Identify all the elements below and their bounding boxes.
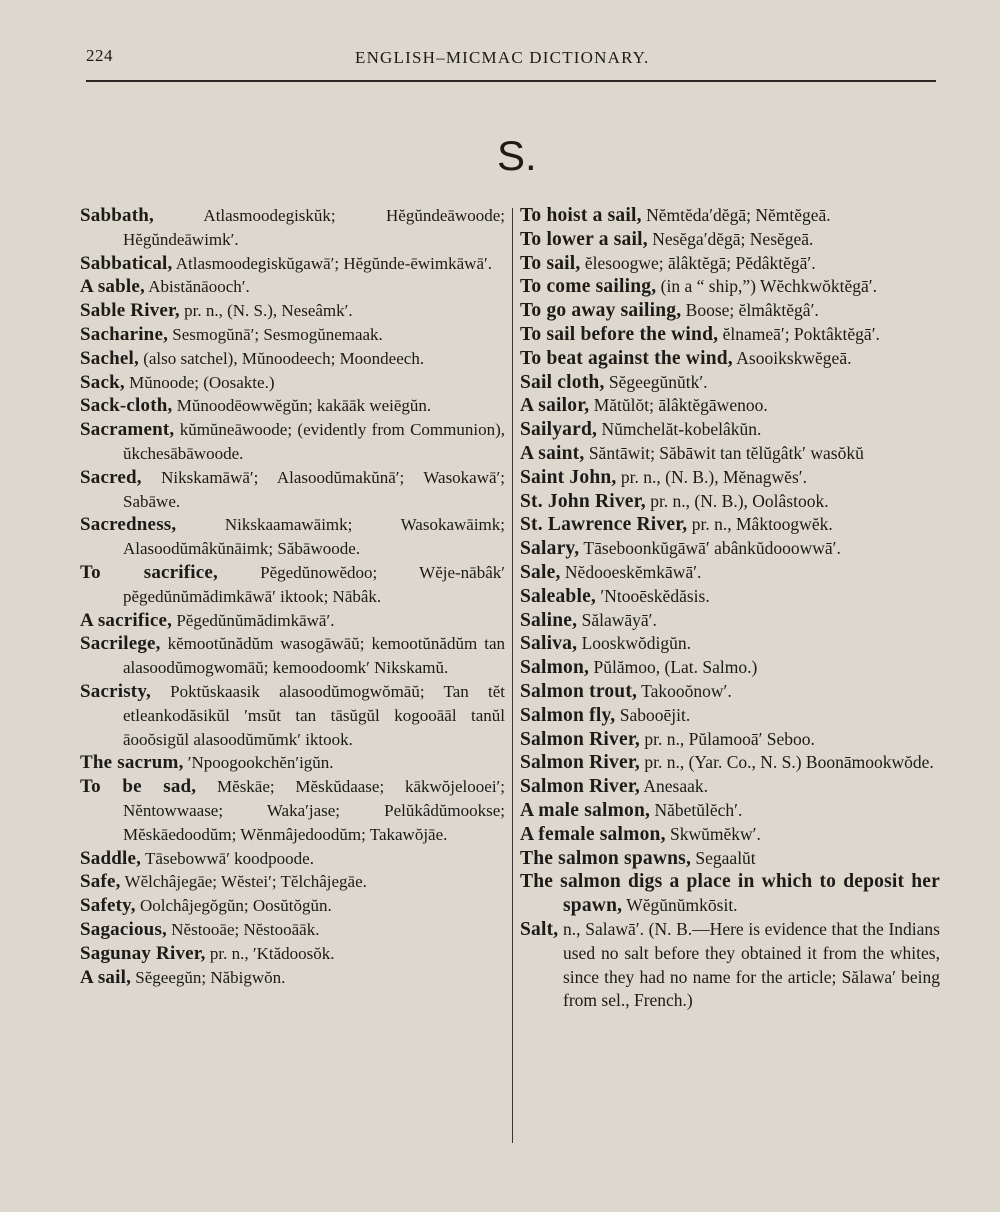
entry-definition: Sesmogŭnā′; Sesmogŭnemaak. <box>168 324 383 344</box>
entry-definition: Boose; ĕlmâktĕgâ′. <box>681 300 819 321</box>
entry-headword: Sagacious, <box>80 918 167 940</box>
entry-headword: The salmon digs a place in which to deposit her spawn, <box>520 871 940 917</box>
entry-definition: pr. n., (Yar. Co., N. S.) Boonāmookwŏde. <box>639 752 934 773</box>
entry-definition: kĕmootŭnădŭm wasogāwāŭ; kemootŭnădŭm tan alasoodŭmogwomāŭ; kemoodoomk′ Nikskamŭ. <box>123 634 505 678</box>
dictionary-entry <box>520 847 940 871</box>
dictionary-entry <box>80 204 505 252</box>
entry-headword: A sailor, <box>520 395 590 417</box>
dictionary-entry <box>80 918 505 942</box>
entry-headword: Saddle, <box>80 847 142 869</box>
dictionary-entry <box>80 942 505 966</box>
entry-headword: A saint, <box>520 442 585 464</box>
entry-headword: Salt, <box>520 918 559 940</box>
entry-definition: Poktŭskaasik alasoodŭmogwŏmāŭ; Tan tĕt etleankodăsikŭl ′msŭt tan tāsŭgŭl kogooāāl tanŭl āooŏsigŭl alasoodŭmŭmk′ iktook. <box>123 681 505 749</box>
dictionary-entry <box>80 275 505 299</box>
entry-headword: A sable, <box>80 276 145 298</box>
entry-definition: Sabooējit. <box>615 704 691 725</box>
dictionary-entry <box>520 656 940 680</box>
entry-definition: Looskwŏdigŭn. <box>577 633 691 654</box>
left-column <box>80 204 505 989</box>
dictionary-entry <box>80 466 505 514</box>
entry-headword: Salmon River, <box>520 752 640 774</box>
entry-headword: Sacred, <box>80 466 142 488</box>
entry-definition: Wĕgŭnŭmkōsit. <box>622 895 738 916</box>
dictionary-entry <box>520 371 940 395</box>
entry-headword: Sale, <box>520 561 561 583</box>
entry-definition: (in a “ ship,”) Wĕchkwŏktĕgā′. <box>656 276 878 297</box>
entry-definition: Skwŭmĕkw′. <box>665 823 761 844</box>
entry-headword: Sack-cloth, <box>80 395 173 417</box>
entry-headword: Sacrament, <box>80 419 175 441</box>
dictionary-entry <box>520 680 940 704</box>
dictionary-entry <box>520 537 940 561</box>
dictionary-entry <box>80 371 505 395</box>
entry-headword: St. Lawrence River, <box>520 514 688 536</box>
entry-definition: pr. n., (N. B.), Mĕnagwĕs′. <box>616 466 807 487</box>
dictionary-entry <box>520 442 940 466</box>
entry-headword: Salmon, <box>520 657 590 679</box>
entry-headword: Sacristy, <box>80 680 151 702</box>
section-letter: S. <box>497 132 537 179</box>
entry-definition: ′Ntooēskĕdăsis. <box>596 585 710 606</box>
dictionary-entry <box>80 870 505 894</box>
entry-definition: Tāsebowwā′ koodpoode. <box>141 848 314 868</box>
entry-definition: n., Salawā′. (N. B.—Here is evidence that the Indians used no salt before they obtained it from the whites, since they had no name for the article; Sălawa′ being from sel., French.) <box>558 918 940 1011</box>
entry-definition: pr. n., Mâktoogwĕk. <box>687 514 833 535</box>
dictionary-entry <box>520 728 940 752</box>
entry-definition: Nesĕga′dĕgā; Nesĕgeā. <box>647 228 814 249</box>
dictionary-entry <box>80 775 505 846</box>
dictionary-entry <box>520 394 940 418</box>
entry-headword: To come sailing, <box>520 276 657 298</box>
dictionary-entry <box>520 418 940 442</box>
entry-definition: kŭmŭneāwoode; (evidently from Communion), ŭkchesābāwoode. <box>123 420 505 463</box>
entry-definition: Pĕgedŭnŭmădimkāwā′. <box>172 610 335 630</box>
entry-definition: Oolchâjegŏgŭn; Oosŭtŏgŭn. <box>135 896 332 916</box>
entry-definition: Săntāwit; Săbāwit tan tĕlŭgâtk′ wasŏkŭ <box>584 442 864 463</box>
entry-headword: To go away sailing, <box>520 300 682 322</box>
entry-definition: Nikskaamawāimk; Wasokawāimk; Alasoodŭmâkŭnāimk; Săbāwoode. <box>123 515 505 559</box>
entry-headword: To hoist a sail, <box>520 205 642 226</box>
entry-headword: St. John River, <box>520 490 646 512</box>
entry-definition: Abistănāooch′. <box>144 277 250 297</box>
entry-headword: Sailyard, <box>520 419 598 441</box>
entry-headword: To sail, <box>520 252 581 274</box>
dictionary-entry <box>520 704 940 728</box>
entry-headword: The sacrum, <box>80 752 184 774</box>
entry-headword: Saint John, <box>520 466 617 488</box>
dictionary-entry <box>520 252 940 276</box>
entry-definition: pr. n., Pŭlamooā′ Seboo. <box>639 728 815 749</box>
entry-definition: Asooikskwĕgeā. <box>732 347 852 368</box>
entry-definition: Takooŏnow′. <box>637 680 732 701</box>
entry-headword: Sable River, <box>80 300 180 322</box>
entry-definition: Nĕstooāe; Nĕstooāāk. <box>167 919 320 939</box>
entry-definition: Sĕgeegŭn; Năbigwŏn. <box>131 967 286 987</box>
entry-definition: pr. n., (N. S.), Neseâmk′. <box>179 301 353 321</box>
dictionary-entry <box>520 632 940 656</box>
page-number: 224 <box>86 46 113 65</box>
entry-headword: Salmon fly, <box>520 704 616 726</box>
entry-headword: To lower a sail, <box>520 228 648 250</box>
entry-headword: A sail, <box>80 966 132 988</box>
entry-definition: Atlasmoodegiskŭgawā′; Hĕgŭnde-ēwimkāwā′. <box>172 253 492 273</box>
dictionary-entry <box>80 894 505 918</box>
entry-definition: Anesaak. <box>639 776 709 797</box>
dictionary-entry <box>80 751 505 775</box>
entry-definition: Pĕgedŭnowĕdoo; Wĕje-nābâk′ pĕgedŭnŭmădimkāwā′ iktook; Nābâk. <box>123 562 505 606</box>
entry-definition: Nŭmchelăt-kobelâkŭn. <box>597 419 762 440</box>
entry-definition: ′Npoogookchĕn′igŭn. <box>183 753 334 773</box>
dictionary-entry <box>80 323 505 347</box>
dictionary-entry <box>80 394 505 418</box>
dictionary-entry <box>520 490 940 514</box>
header-rule <box>86 80 936 82</box>
dictionary-entry <box>520 466 940 490</box>
dictionary-entry <box>520 513 940 537</box>
dictionary-entry <box>520 323 940 347</box>
entry-definition: Năbetŭlĕch′. <box>650 799 743 820</box>
entry-headword: Sack, <box>80 371 125 393</box>
dictionary-entry <box>520 823 940 847</box>
entry-headword: To sacrifice, <box>80 561 218 583</box>
entry-headword: To be sad, <box>80 776 197 798</box>
entry-headword: Saleable, <box>520 585 597 607</box>
entry-headword: Sacrilege, <box>80 633 161 655</box>
entry-headword: Safety, <box>80 895 136 917</box>
entry-definition: ĕlesoogwe; ālâktĕgā; Pĕdâktĕgā′. <box>580 252 816 273</box>
dictionary-entry <box>520 918 940 1013</box>
dictionary-entry <box>520 299 940 323</box>
entry-definition: Nĕmtĕda′dĕgā; Nĕmtĕgeā. <box>641 205 831 225</box>
entry-headword: To sail before the wind, <box>520 323 719 345</box>
entry-definition: Segaalŭt <box>691 847 756 868</box>
entry-headword: Safe, <box>80 871 121 893</box>
dictionary-entry <box>80 347 505 371</box>
dictionary-entry <box>520 775 940 799</box>
entry-definition: Mŭnoodēowwĕgŭn; kakāāk weiēgŭn. <box>172 396 432 416</box>
entry-definition: Mĕskāe; Mĕskŭdaase; kākwŏjelooei′; Nĕntowwaase; Waka′jase; Pelŭkâdŭmookse; Mĕskāedoodŭm; Wĕnmâjedoodŭm; Takawŏjāe. <box>123 777 505 844</box>
entry-headword: Salmon trout, <box>520 680 638 702</box>
entry-headword: A male salmon, <box>520 799 651 821</box>
entry-headword: To beat against the wind, <box>520 347 733 369</box>
entry-definition: pr. n., ′Ktădoosŏk. <box>205 943 335 963</box>
dictionary-entry <box>520 585 940 609</box>
entry-headword: Sachel, <box>80 347 139 369</box>
entry-definition: Sălawāyā′. <box>577 609 657 630</box>
entry-headword: Saliva, <box>520 633 578 655</box>
entry-headword: Sagunay River, <box>80 942 206 964</box>
entry-definition: pr. n., (N. B.), Oolâstook. <box>645 490 829 511</box>
dictionary-entry <box>80 847 505 871</box>
dictionary-entry <box>520 751 940 775</box>
entry-definition: Sĕgeegŭnŭtk′. <box>604 371 708 392</box>
dictionary-entry <box>80 632 505 680</box>
dictionary-entry <box>520 870 940 918</box>
dictionary-entry <box>520 228 940 252</box>
entry-headword: Salmon River, <box>520 728 640 750</box>
entry-definition: Nikskamāwā′; Alasoodŭmakŭnā′; Wasokawā′; Sabāwe. <box>123 467 505 511</box>
entry-headword: Sabbath, <box>80 205 154 226</box>
dictionary-entry <box>80 561 505 609</box>
dictionary-entry <box>80 513 505 561</box>
right-column <box>520 204 940 1013</box>
dictionary-entry <box>80 966 505 990</box>
dictionary-entry <box>520 561 940 585</box>
entry-definition: Atlasmoodegiskŭk; Hĕgŭndeāwoode; Hĕgŭndeāwimk′. <box>123 206 505 249</box>
entry-definition: Tāseboonkŭgāwā′ abânkŭdooowwā′. <box>579 538 841 559</box>
entry-definition: ĕlnameā′; Poktâktĕgā′. <box>718 323 880 344</box>
running-title: ENGLISH–MICMAC DICTIONARY. <box>355 48 650 67</box>
entry-definition: Nĕdooeskĕmkāwā′. <box>560 561 702 582</box>
entry-definition: (also satchel), Mŭnoodeech; Moondeech. <box>138 348 425 368</box>
entry-headword: Salmon River, <box>520 776 640 798</box>
column-divider <box>512 208 513 1143</box>
entry-headword: A sacrifice, <box>80 609 173 631</box>
dictionary-entry <box>80 252 505 276</box>
entry-headword: Salary, <box>520 538 580 560</box>
entry-definition: Pŭlămoo, (Lat. Salmo.) <box>589 657 758 678</box>
entry-headword: Sabbatical, <box>80 252 173 274</box>
entry-headword: The salmon spawns, <box>520 847 692 869</box>
dictionary-entry <box>520 275 940 299</box>
dictionary-entry <box>80 299 505 323</box>
entry-headword: A female salmon, <box>520 823 666 845</box>
dictionary-entry <box>520 347 940 371</box>
entry-headword: Sail cloth, <box>520 371 605 393</box>
dictionary-entry <box>520 609 940 633</box>
dictionary-entry <box>520 204 940 228</box>
dictionary-entry <box>80 418 505 466</box>
dictionary-entry <box>80 609 505 633</box>
entry-headword: Sacredness, <box>80 514 177 536</box>
entry-definition: Mŭnoode; (Oosakte.) <box>124 372 275 392</box>
entry-headword: Sacharine, <box>80 323 169 345</box>
entry-definition: Mătŭlŏt; ālâktĕgāwenoo. <box>589 395 768 416</box>
entry-headword: Saline, <box>520 609 578 631</box>
dictionary-entry <box>80 680 505 751</box>
entry-definition: Wĕlchâjegāe; Wĕstei′; Tĕlchâjegāe. <box>120 872 367 892</box>
dictionary-entry <box>520 799 940 823</box>
